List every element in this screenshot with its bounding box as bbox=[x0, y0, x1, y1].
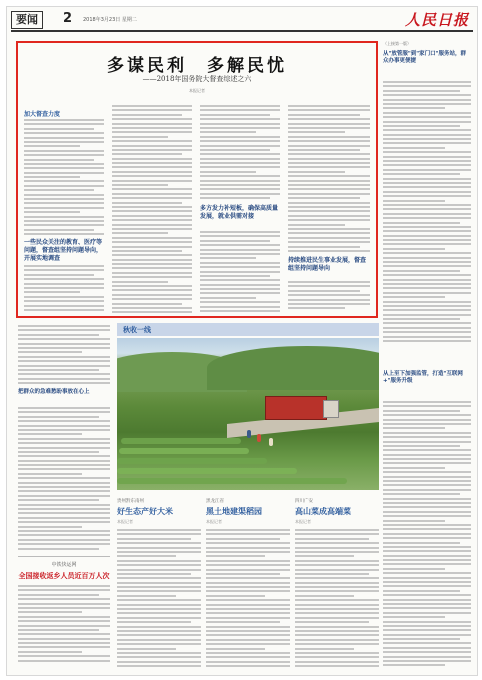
photo-feature bbox=[117, 323, 379, 671]
issue-date: 2018年3月23日 星期二 bbox=[83, 17, 137, 23]
story-2-text bbox=[206, 529, 290, 669]
section-label: 要闻 bbox=[11, 11, 43, 29]
story-2-tag: 黑龙江省 bbox=[206, 499, 224, 504]
story-1-title: 好生态产好大米 bbox=[117, 507, 173, 516]
article-column-4 bbox=[288, 105, 370, 255]
story-3-text bbox=[295, 529, 379, 669]
article-byline: 本报记者 bbox=[189, 88, 205, 93]
article-headline: 多谋民利 多解民忧 bbox=[107, 56, 287, 76]
story-3-title: 高山菜成高端菜 bbox=[295, 507, 351, 516]
sidebar-text-1 bbox=[383, 81, 471, 343]
page-number: 2 bbox=[63, 11, 73, 26]
feature-banner bbox=[117, 323, 379, 336]
feature-story-1[interactable] bbox=[117, 493, 201, 671]
article-column-3 bbox=[200, 105, 280, 203]
left-text-2 bbox=[18, 407, 110, 553]
right-sidebar bbox=[381, 37, 473, 671]
feature-story-2[interactable] bbox=[206, 493, 290, 671]
box-title: 全国接收返乡人员近百万人次 bbox=[18, 572, 110, 580]
story-2-byline: 本报记者 bbox=[206, 519, 222, 524]
sidebar-text-2 bbox=[383, 401, 471, 667]
masthead-rule bbox=[11, 30, 473, 32]
story-1-tag: 贵州黔东南州 bbox=[117, 499, 144, 504]
story-1-text bbox=[117, 529, 201, 669]
story-3-tag: 四川广安 bbox=[295, 499, 313, 504]
article-subheadline: ——2018年国务院大督查综述之六 bbox=[142, 75, 252, 83]
newspaper-logo: 人民日报 bbox=[404, 11, 469, 29]
truck bbox=[265, 396, 327, 420]
sidebar-heading-2[interactable]: 从上至下加强监管，打造"互联网+"服务升级 bbox=[383, 371, 463, 384]
story-3-byline: 本报记者 bbox=[295, 519, 311, 524]
box-tag: 中铁快运网 bbox=[51, 562, 77, 568]
feature-columns bbox=[117, 493, 379, 671]
article-subtitle-3: 持续推进民生事业发展，督查组坚持问题导向 bbox=[288, 257, 367, 272]
story-1-byline: 本报记者 bbox=[117, 519, 133, 524]
box-text bbox=[18, 585, 110, 667]
article-column-1 bbox=[24, 119, 104, 237]
article-subtitle-1: 一些民众关注的教育、医疗等问题，督查组坚持问题导向，开展实地调查 bbox=[24, 239, 103, 262]
article-column-1b bbox=[24, 265, 104, 315]
feature-story-3[interactable] bbox=[295, 493, 379, 671]
masthead bbox=[11, 9, 473, 31]
article-column-3b bbox=[200, 231, 280, 315]
left-text-1 bbox=[18, 325, 110, 385]
sidebar-heading-1[interactable]: 从"放管服"到"家门口"服务站，群众办事更便捷 bbox=[383, 51, 466, 64]
highlighted-article[interactable] bbox=[16, 41, 378, 318]
harvest-photo[interactable] bbox=[117, 338, 379, 490]
article-subtitle-2: 多方发力补短板，确保高质量发展，就业供需对接 bbox=[200, 205, 279, 220]
article-column-2 bbox=[112, 105, 192, 315]
article-kicker: 加大督查力度 bbox=[24, 111, 61, 118]
left-lower-column bbox=[16, 323, 112, 671]
sidebar-continuation-tag: （上接第一版） bbox=[383, 41, 411, 46]
story-2-title: 黑土地建渠稻园 bbox=[206, 507, 262, 516]
feature-label: 秋收一线 bbox=[123, 326, 151, 334]
left-heading-1[interactable]: 把群众的急难愁盼事放在心上 bbox=[18, 389, 90, 395]
newspaper-page bbox=[6, 6, 478, 676]
article-column-4b bbox=[288, 281, 370, 315]
bottom-news-box[interactable] bbox=[18, 556, 110, 669]
